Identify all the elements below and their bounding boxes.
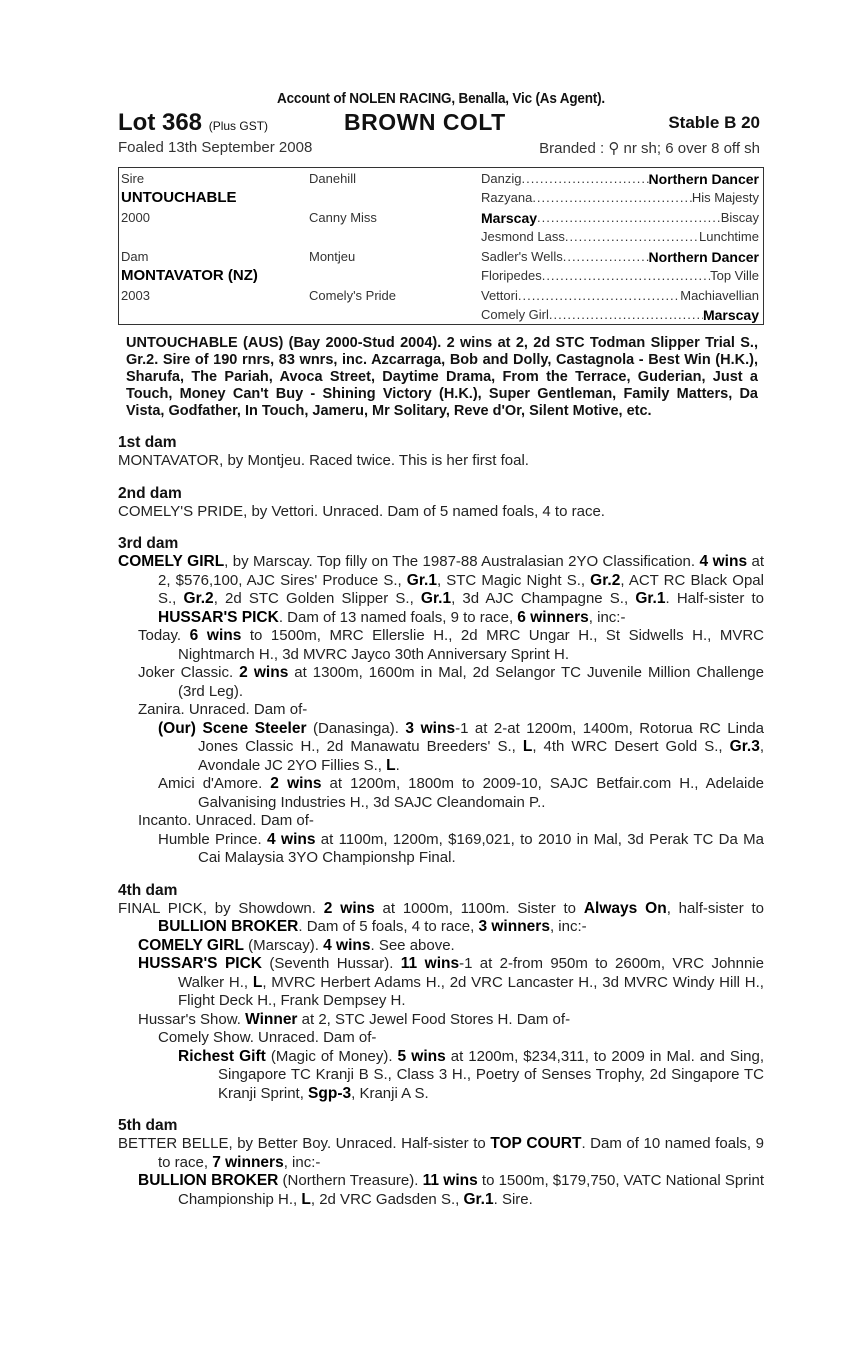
lot-label: Lot 368: [118, 109, 203, 136]
ancestor-name: Floripedes: [481, 268, 542, 283]
ancestor-name: Vettori: [481, 288, 518, 303]
family-entry: BULLION BROKER (Northern Treasure). 11 wins to 1500m, $179,750, VATC National Sprint Championship H., L, 2d VRC Gadsden S., Gr.1. Sire.: [138, 1172, 765, 1208]
ancestor-row: [481, 210, 759, 226]
family-entry: BETTER BELLE, by Better Boy. Unraced. Half-sister to TOP COURT. Dam of 10 named foals, 9 to race, 7 winners, inc:-: [118, 1135, 764, 1171]
ancestor-row: [481, 190, 759, 205]
dam-sire: Montjeu: [309, 249, 356, 264]
ancestor-sire: Marscay: [702, 307, 759, 323]
first-dam-section: [118, 434, 764, 471]
ancestor-name: Sadler's Wells: [481, 249, 563, 264]
ancestor-row: [481, 288, 759, 303]
family-entry: Amici d'Amore. 2 wins at 1200m, 1800m to 2009-10, SAJC Betfair.com H., Adelaide Galvanising Industries H., 3d SAJC Cleandomain P..: [158, 775, 764, 811]
ancestor-row: [481, 307, 759, 323]
third-dam-section: [118, 535, 764, 868]
fifth-dam-section: [118, 1117, 764, 1209]
family-entry: Today. 6 wins to 1500m, MRC Ellerslie H., 2d MRC Ungar H., St Sidwells H., MVRC Nightmarch H., 3d MVRC Jayco 30th Anniversary Sprint H.: [138, 627, 764, 663]
brand-symbol-icon: ⚲: [608, 140, 620, 157]
ancestor-sire: Lunchtime: [699, 229, 759, 244]
second-dam-section: [118, 485, 764, 522]
section-heading: 5th dam: [118, 1117, 178, 1134]
foaled-line: [118, 137, 764, 161]
ancestor-sire: His Majesty: [691, 190, 759, 205]
ancestor-sire: Machiavellian: [680, 288, 759, 303]
ancestor-sire: Northern Dancer: [648, 249, 759, 265]
sire-summary: UNTOUCHABLE (AUS) (Bay 2000-Stud 2004). 2 wins at 2, 2d STC Todman Slipper Trial S., Gr.2. Sire of 190 rnrs, 83 wnrs, inc. Azcarraga, Bob and Dolly, Castagnola - Best Win (H.K.), Sharufa, The Pariah, Avoca Street, Daytime Drama, From the Terrace, Guderian, Just a Touch, Money Can't Buy - Shining Victory (H.K.), Super Gentleman, Family Matters, Da Vista, Godfather, In Touch, Jameru, Mr Solitary, Reve d'Or, Silent Motive, etc.: [126, 335, 758, 419]
family-entry: FINAL PICK, by Showdown. 2 wins at 1000m, 1100m. Sister to Always On, half-sister to BULLION BROKER. Dam of 5 foals, 4 to race, 3 winners, inc:-: [118, 899, 765, 935]
dam-label: Dam: [121, 249, 149, 264]
family-entry: HUSSAR'S PICK (Seventh Hussar). 11 wins-1 at 2-from 950m to 2600m, VRC Johnnie Walker H., L, MVRC Herbert Adams H., 2d VRC Lancaster H., 3d MVRC Windy Hill H., Flight Deck H., Frank Dempsey H.: [138, 955, 764, 1009]
family-entry: (Our) Scene Steeler (Danasinga). 3 wins-1 at 2-at 1200m, 1400m, Rotorua RC Linda Jones Classic H., 2d Manawatu Breeders' S., L, 4th WRC Desert Gold S., Gr.3, Avondale JC 2YO Fillies S., L.: [158, 719, 764, 774]
dam-text: COMELY'S PRIDE, by Vettori. Unraced. Dam of 5 named foals, 4 to race.: [118, 502, 605, 520]
lot-number: [118, 109, 268, 137]
sire-year: 2000: [121, 210, 150, 225]
ancestor-name: Comely Girl: [481, 307, 549, 322]
ancestor-row: [481, 171, 759, 187]
stable-number: Stable B 20: [668, 113, 760, 132]
family-entry: Humble Prince. 4 wins at 1100m, 1200m, $169,021, to 2010 in Mal, 3d Perak TC Da Ma Cai Malaysia 3YO Championshp Final.: [158, 830, 764, 866]
dam-dam: Comely's Pride: [309, 288, 397, 303]
ancestor-name: Danzig: [481, 171, 522, 186]
catalogue-page: [118, 90, 764, 1209]
ancestor-name: Razyana: [481, 190, 533, 205]
ancestor-row: [481, 229, 759, 244]
sire-name: UNTOUCHABLE: [121, 189, 237, 206]
gst-note: (Plus GST): [208, 119, 269, 133]
family-entry: Zanira. Unraced. Dam of-: [138, 701, 308, 718]
ancestor-row: [481, 249, 759, 265]
dam-name: MONTAVATOR (NZ): [121, 267, 258, 284]
section-heading: 3rd dam: [118, 535, 179, 552]
dam-year: 2003: [121, 288, 150, 303]
family-entry: Richest Gift (Magic of Money). 5 wins at 1200m, $234,311, to 2009 in Mal. and Sing, Singapore TC Kranji B S., Class 3 H., Poetry of Senses Trophy, 2d Singapore TC Kranji Sprint, Sgp-3, Kranji A S.: [178, 1047, 765, 1102]
foaled-date: Foaled 13th September 2008: [118, 139, 313, 156]
family-entry: Comely Show. Unraced. Dam of-: [158, 1029, 377, 1046]
ancestor-sire: Northern Dancer: [648, 171, 759, 187]
section-heading: 4th dam: [118, 881, 178, 899]
sire-dam: Canny Miss: [309, 210, 377, 225]
ancestor-sire: Biscay: [720, 210, 759, 225]
ancestor-sire: Top Ville: [710, 268, 759, 283]
family-entry: COMELY GIRL (Marscay). 4 wins. See above.: [138, 936, 455, 954]
section-heading: 2nd dam: [118, 484, 182, 502]
fourth-dam-section: [118, 882, 764, 1104]
lot-line: [118, 109, 764, 137]
branded-label: Branded :: [539, 140, 605, 157]
family-entry: Incanto. Unraced. Dam of-: [138, 812, 314, 829]
branded-text: nr sh; 6 over 8 off sh: [623, 140, 760, 157]
ancestor-row: [481, 268, 759, 283]
dam-text: MONTAVATOR, by Montjeu. Raced twice. This is her first foal.: [118, 452, 529, 469]
family-entry: COMELY GIRL, by Marscay. Top filly on The 1987-88 Australasian 2YO Classification. 4 wins at 2, $576,100, AJC Sires' Produce S., Gr.1, STC Magic Night S., Gr.2, ACT RC Black Opal S., Gr.2, 2d STC Golden Slipper S., Gr.1, 3d AJC Champagne S., Gr.1. Half-sister to HUSSAR'S PICK. Dam of 13 named foals, 9 to race, 6 winners, inc:-: [118, 553, 765, 626]
branded-info: [539, 139, 760, 157]
section-heading: 1st dam: [118, 434, 177, 451]
ancestor-name: Marscay: [481, 210, 538, 226]
ancestor-name: Jesmond Lass: [481, 229, 565, 244]
vendor-account: Account of NOLEN RACING, Benalla, Vic (As Agent).: [277, 90, 605, 107]
pedigree-table: [118, 167, 764, 325]
family-entry: Hussar's Show. Winner at 2, STC Jewel Food Stores H. Dam of-: [138, 1010, 571, 1028]
sire-sire: Danehill: [309, 171, 356, 186]
family-entry: Joker Classic. 2 wins at 1300m, 1600m in Mal, 2d Selangor TC Juvenile Million Challenge (3rd Leg).: [138, 664, 764, 700]
horse-description: BROWN COLT: [344, 109, 506, 135]
sire-label: Sire: [121, 171, 145, 186]
